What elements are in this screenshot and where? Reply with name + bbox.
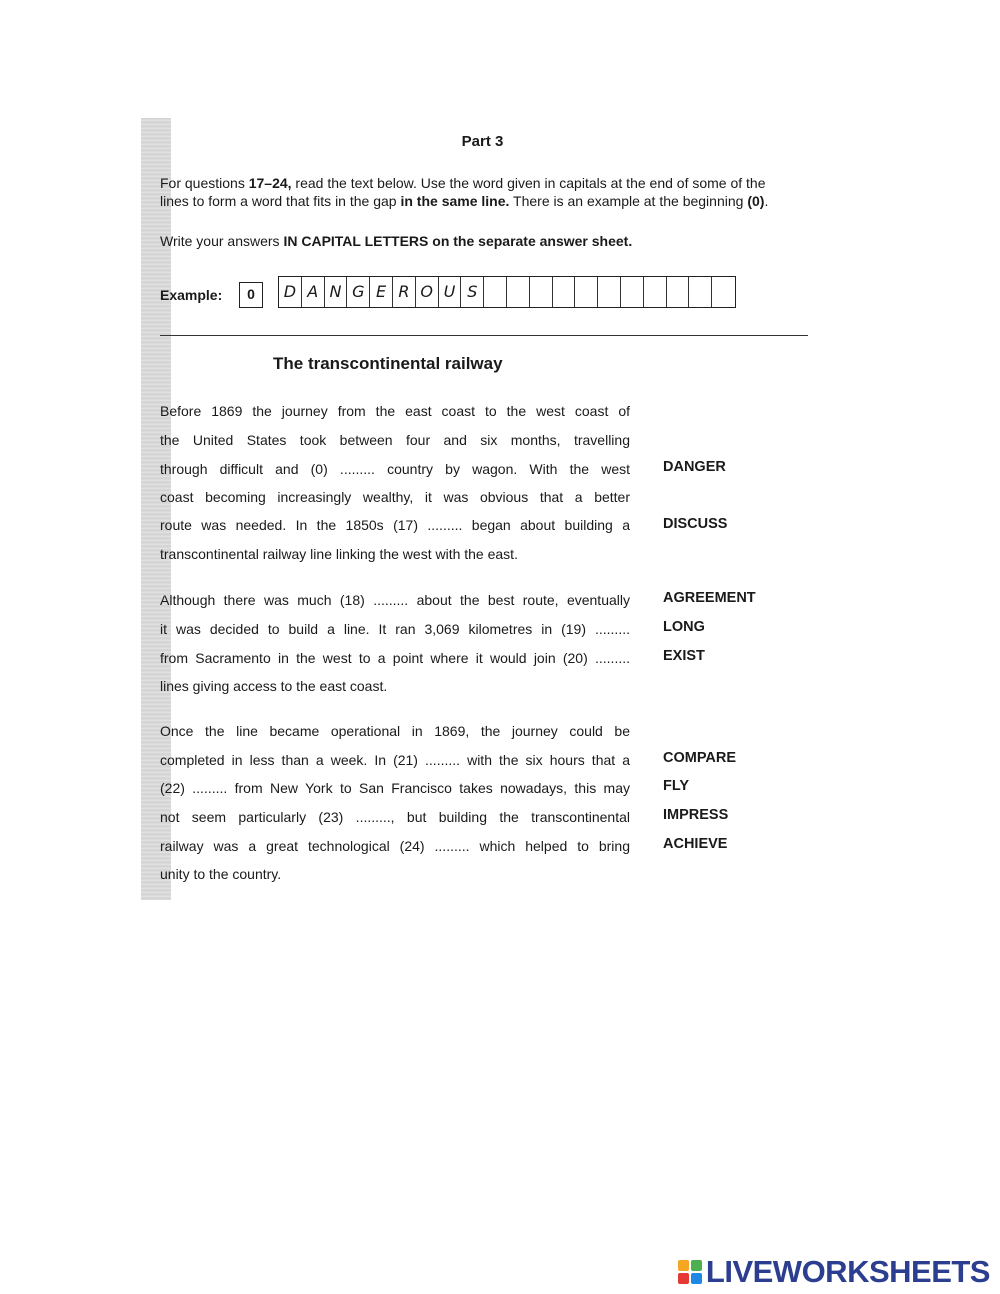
keyword-fly: FLY — [663, 778, 690, 794]
example-answer-grid — [278, 276, 736, 308]
logo-square-4 — [691, 1273, 702, 1284]
example-letter-cell — [484, 277, 507, 307]
example-letter-cell — [598, 277, 621, 307]
example-label: Example: — [160, 287, 223, 303]
text-title: The transcontinental railway — [273, 354, 503, 373]
example-letter-cell — [667, 277, 690, 307]
instructions-line-3: Write your answers IN CAPITAL LETTERS on the separate answer sheet. — [160, 233, 633, 249]
text-line: railway was a great technological (24) ......... which helped to bring — [160, 838, 630, 854]
text-line: transcontinental railway line linking the west with the east. — [160, 546, 518, 562]
text-line: not seem particularly (23) ........., but building the transcontinental — [160, 809, 630, 825]
keyword-exist: EXIST — [663, 648, 705, 664]
example-letter-cell: A — [302, 277, 325, 307]
text-line: lines giving access to the east coast. — [160, 678, 388, 694]
keyword-long: LONG — [663, 619, 705, 635]
example-letter-cell — [689, 277, 712, 307]
liveworksheets-logo[interactable] — [678, 1254, 990, 1290]
example-letter-cell: N — [325, 277, 348, 307]
brand-name: LIVEWORKSHEETS — [705, 1254, 990, 1289]
text-line: Although there was much (18) ......... about the best route, eventually — [160, 592, 630, 608]
text-line: (22) ......... from New York to San Francisco takes nowadays, this may — [160, 780, 630, 796]
keyword-discuss: DISCUSS — [663, 516, 728, 532]
example-number-box: 0 — [239, 282, 263, 308]
text-line: the United States took between four and six months, travelling — [160, 432, 630, 448]
example-letter-cell: S — [461, 277, 484, 307]
example-letter-cell — [644, 277, 667, 307]
text-line: completed in less than a week. In (21) ......... with the six hours that a — [160, 752, 630, 768]
example-letter-cell — [553, 277, 576, 307]
example-letter-cell — [575, 277, 598, 307]
keyword-agreement: AGREEMENT — [663, 590, 756, 606]
text-line: it was decided to build a line. It ran 3,069 kilometres in (19) ......... — [160, 621, 630, 637]
example-letter-cell — [530, 277, 553, 307]
text-line: through difficult and (0) ......... country by wagon. With the west — [160, 461, 630, 477]
text-line: route was needed. In the 1850s (17) ......... began about building a — [160, 517, 630, 533]
text-line: from Sacramento in the west to a point where it would join (20) ......... — [160, 650, 630, 666]
example-letter-cell: G — [347, 277, 370, 307]
text-line: unity to the country. — [160, 866, 282, 882]
instructions-line-2: lines to form a word that fits in the gap in the same line. There is an example at the beginning (0). — [160, 193, 769, 209]
logo-square-1 — [678, 1260, 689, 1271]
example-letter-cell — [507, 277, 530, 307]
keyword-achieve: ACHIEVE — [663, 836, 728, 852]
logo-square-2 — [691, 1260, 702, 1271]
instructions-line-1: For questions 17–24, read the text below. Use the word given in capitals at the end of some of the — [160, 175, 766, 191]
example-letter-cell: O — [416, 277, 439, 307]
example-letter-cell: E — [370, 277, 393, 307]
liveworksheets-logo-icon — [678, 1260, 702, 1284]
example-letter-cell — [621, 277, 644, 307]
example-letter-cell: R — [393, 277, 416, 307]
keyword-impress: IMPRESS — [663, 807, 729, 823]
keyword-compare: COMPARE — [663, 750, 737, 766]
part-heading: Part 3 — [461, 133, 504, 150]
text-line: coast becoming increasingly wealthy, it was obvious that a better — [160, 489, 630, 505]
text-line: Once the line became operational in 1869, the journey could be — [160, 723, 630, 739]
logo-square-3 — [678, 1273, 689, 1284]
example-letter-cell: U — [439, 277, 462, 307]
text-line: Before 1869 the journey from the east coast to the west coast of — [160, 403, 630, 419]
example-letter-cell — [712, 277, 735, 307]
section-divider — [160, 335, 808, 336]
keyword-danger: DANGER — [663, 459, 726, 475]
example-letter-cell: D — [279, 277, 302, 307]
